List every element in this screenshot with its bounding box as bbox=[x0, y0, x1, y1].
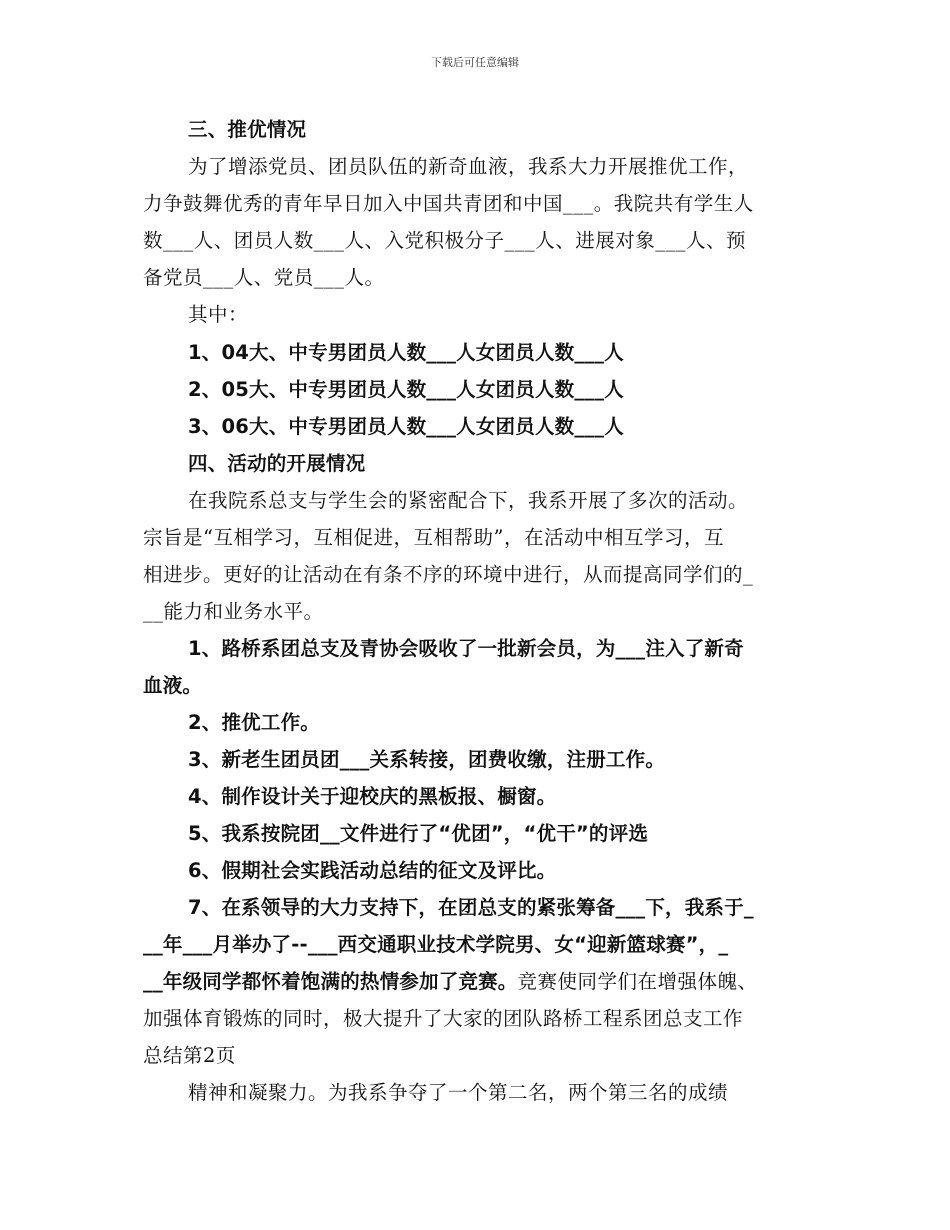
list-item: 1、04大、中专男团员人数___人女团员人数___人 bbox=[188, 341, 624, 364]
list-item: 3、新老生团员团___关系转接，团费收缴，注册工作。 bbox=[188, 748, 666, 771]
list-item: __年___月举办了--___西交通职业技术学院男、女“迎新篮球赛”，_ bbox=[143, 933, 729, 956]
page-header: 下载后可任意编辑 bbox=[431, 56, 519, 69]
list-item: 血液。 bbox=[143, 674, 203, 697]
paragraph-line: 数___人、团员人数___人、入党积极分子___人、进展对象___人、预 bbox=[143, 229, 747, 252]
paragraph-line: 备党员___人、党员___人。 bbox=[143, 266, 385, 289]
list-item: 2、推优工作。 bbox=[188, 711, 320, 734]
list-item: 3、06大、中专男团员人数___人女团员人数___人 bbox=[188, 415, 624, 438]
paragraph-line: 力争鼓舞优秀的青年早日加入中国共青团和中国___。我院共有学生人 bbox=[143, 192, 754, 215]
paragraph-line: 为了增添党员、团员队伍的新奇血液，我系大力开展推优工作， bbox=[188, 155, 749, 178]
paragraph-line: 宗旨是“互相学习，互相促进，互相帮助”，在活动中相互学习，互 bbox=[143, 526, 724, 549]
paragraph-line: 其中： bbox=[188, 303, 249, 326]
paragraph-line bbox=[143, 966, 758, 994]
paragraph-line: 精神和凝聚力。为我系争夺了一个第二名，两个第三名的成绩 bbox=[188, 1081, 729, 1104]
paragraph-line: 在我院系总支与学生会的紧密配合下，我系开展了多次的活动。 bbox=[188, 489, 749, 512]
section-heading-3: 三、推优情况 bbox=[188, 118, 307, 141]
list-item: 7、在系领导的大力支持下，在团总支的紧张筹备___下，我系于_ bbox=[188, 896, 754, 919]
paragraph-text: 竞赛使同学们在增强体魄、 bbox=[517, 970, 758, 993]
paragraph-line: 相进步。更好的让活动在有条不序的环境中进行，从而提高同学们的_ bbox=[143, 563, 754, 586]
list-item-end: __年级同学都怀着饱满的热情参加了竞赛。 bbox=[143, 970, 518, 993]
paragraph-line: __能力和业务水平。 bbox=[143, 600, 324, 623]
list-item: 6、假期社会实践活动总结的征文及评比。 bbox=[188, 859, 557, 882]
section-heading-4: 四、活动的开展情况 bbox=[188, 452, 366, 475]
list-item: 1、路桥系团总支及青协会吸收了一批新会员，为___注入了新奇 bbox=[188, 637, 744, 660]
list-item: 4、制作设计关于迎校庆的黑板报、橱窗。 bbox=[188, 785, 557, 808]
list-item: 5、我系按院团__文件进行了“优团”，“优干”的评选 bbox=[188, 822, 649, 845]
paragraph-line: 加强体育锻炼的同时，极大提升了大家的团队路桥工程系团总支工作 bbox=[143, 1007, 744, 1030]
page-footer-note: 总结第2页 bbox=[143, 1044, 236, 1067]
list-item: 2、05大、中专男团员人数___人女团员人数___人 bbox=[188, 378, 624, 401]
